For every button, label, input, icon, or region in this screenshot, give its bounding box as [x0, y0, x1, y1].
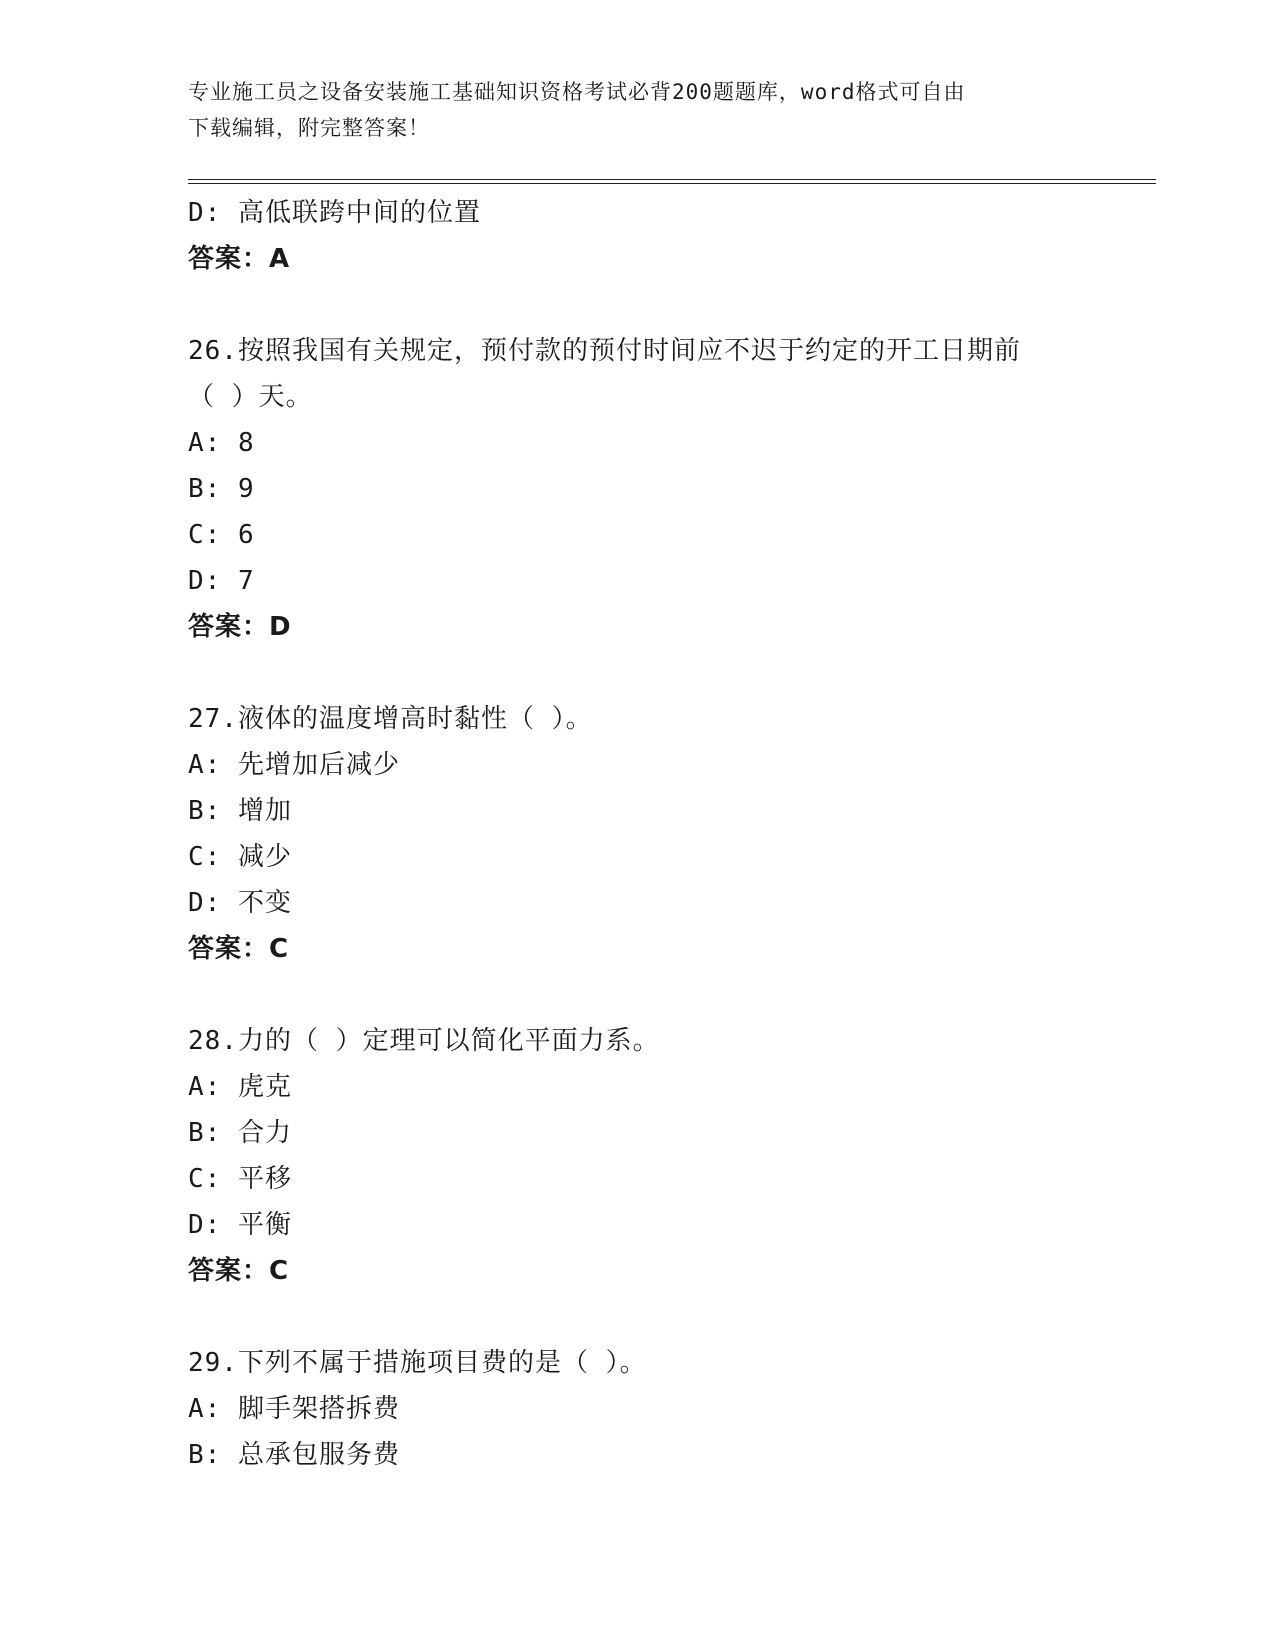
option-b: B: 9	[188, 474, 255, 504]
document-header	[188, 74, 1088, 146]
question-27	[188, 696, 1108, 972]
option-c: C: 平移	[188, 1164, 292, 1194]
answer-line: 答案：C	[188, 1256, 290, 1286]
question-list	[188, 190, 1108, 1478]
answer-line: 答案：D	[188, 612, 292, 642]
question-29	[188, 1340, 1108, 1478]
option-d: D: 高低联跨中间的位置	[188, 198, 481, 228]
question-stem: 28.力的（ ）定理可以简化平面力系。	[188, 1026, 660, 1056]
header-line-2: 下载编辑，附完整答案！	[188, 116, 430, 140]
question-stem: 29.下列不属于措施项目费的是（ ）。	[188, 1348, 647, 1378]
answer-line: 答案：A	[188, 244, 291, 274]
option-a: A: 脚手架搭拆费	[188, 1394, 400, 1424]
question-stem: 26.按照我国有关规定，预付款的预付时间应不迟于约定的开工日期前	[188, 336, 1021, 366]
option-a: A: 虎克	[188, 1072, 292, 1102]
spacer	[188, 972, 1108, 1018]
question-28	[188, 1018, 1108, 1294]
answer-line: 答案：C	[188, 934, 290, 964]
question-26	[188, 328, 1108, 650]
option-a: A: 先增加后减少	[188, 750, 400, 780]
header-divider-bottom	[188, 183, 1156, 184]
option-d: D: 平衡	[188, 1210, 292, 1240]
option-b: B: 合力	[188, 1118, 292, 1148]
previous-question-tail	[188, 190, 1108, 282]
option-c: C: 6	[188, 520, 255, 550]
option-d: D: 7	[188, 566, 255, 596]
option-c: C: 减少	[188, 842, 292, 872]
question-stem-continued: （ ）天。	[188, 382, 313, 412]
spacer	[188, 282, 1108, 328]
option-b: B: 增加	[188, 796, 292, 826]
option-d: D: 不变	[188, 888, 292, 918]
spacer	[188, 1294, 1108, 1340]
option-b: B: 总承包服务费	[188, 1440, 400, 1470]
question-stem: 27.液体的温度增高时黏性（ ）。	[188, 704, 593, 734]
header-divider-top	[188, 179, 1156, 180]
spacer	[188, 650, 1108, 696]
option-a: A: 8	[188, 428, 255, 458]
header-line-1: 专业施工员之设备安装施工基础知识资格考试必背200题题库，word格式可自由	[188, 80, 966, 104]
